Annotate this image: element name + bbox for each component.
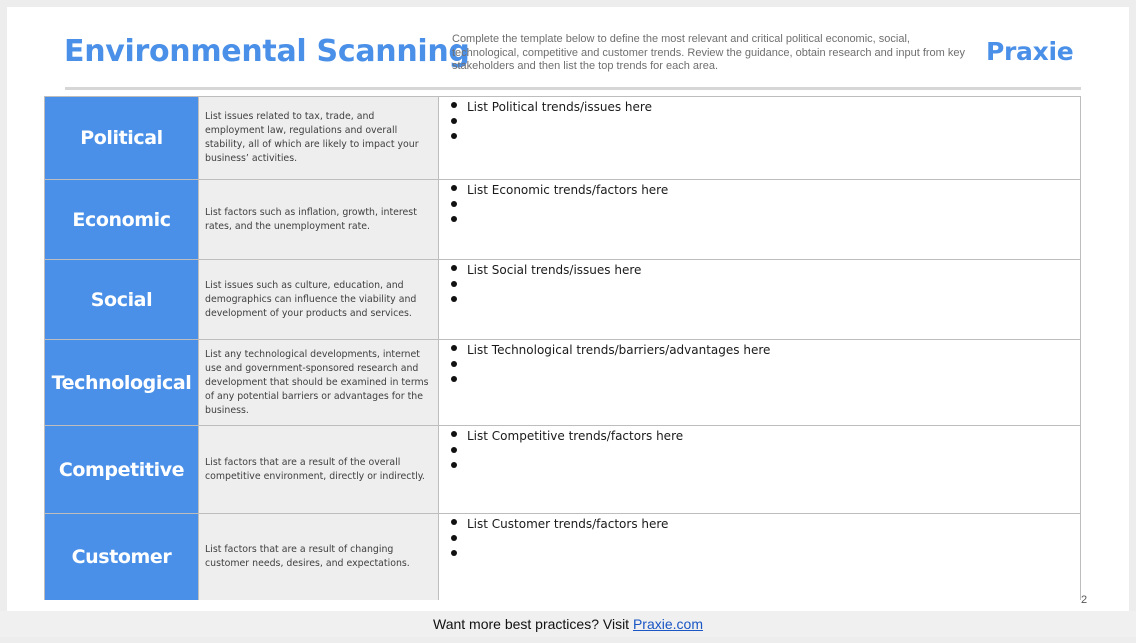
row-label: Economic	[45, 180, 199, 259]
scanning-table	[44, 96, 1081, 600]
row-technological	[45, 340, 1081, 426]
row-label: Competitive	[45, 426, 199, 513]
bullet-icon	[451, 431, 457, 437]
trend-bullet[interactable]	[447, 517, 1080, 533]
trend-input-cell[interactable]	[439, 180, 1081, 259]
trend-bullet[interactable]	[447, 279, 1080, 295]
bullet-icon	[451, 462, 457, 468]
trend-text: List Economic trends/factors here	[467, 183, 669, 197]
trend-input-cell[interactable]	[439, 514, 1081, 600]
bullet-icon	[451, 133, 457, 139]
footer-text: Want more best practices? Visit	[433, 616, 633, 632]
trend-bullet[interactable]	[447, 359, 1080, 375]
row-guidance: List issues such as culture, education, and demographics can influence the viability and development of your products and services.	[199, 260, 439, 339]
bullet-icon	[451, 345, 457, 351]
bullet-icon	[451, 361, 457, 367]
bullet-icon	[451, 185, 457, 191]
praxie-link[interactable]: Praxie.com	[632, 616, 703, 632]
intro-text: Complete the template below to define the most relevant and critical political economic, social, technological, competitive and customer trends. Review the guidance, obtain research and input from key stakeholders and then list the top trends for each area.	[452, 33, 966, 72]
row-political	[45, 96, 1081, 180]
trend-bullet[interactable]	[447, 116, 1080, 132]
trend-bullet[interactable]	[447, 294, 1080, 310]
trend-text: List Customer trends/factors here	[467, 517, 669, 531]
trend-bullet[interactable]	[447, 460, 1080, 476]
trend-text: List Social trends/issues here	[467, 263, 642, 277]
row-guidance: List factors such as inflation, growth, interest rates, and the unemployment rate.	[199, 180, 439, 259]
trend-input-cell[interactable]	[439, 260, 1081, 339]
praxie-logo: Praxie	[986, 37, 1074, 66]
bullet-icon	[451, 201, 457, 207]
trend-bullet[interactable]	[447, 100, 1080, 116]
trend-input-cell[interactable]	[439, 426, 1081, 513]
trend-text: List Competitive trends/factors here	[467, 429, 684, 443]
bullet-icon	[451, 216, 457, 222]
trend-bullet[interactable]	[447, 183, 1080, 199]
row-guidance: List factors that are a result of the overall competitive environment, directly or indirectly.	[199, 426, 439, 513]
bullet-icon	[451, 265, 457, 271]
trend-bullet[interactable]	[447, 263, 1080, 279]
bullet-icon	[451, 118, 457, 124]
trend-bullet[interactable]	[447, 199, 1080, 215]
trend-bullet[interactable]	[447, 445, 1080, 461]
trend-text: List Political trends/issues here	[467, 100, 652, 114]
row-label: Technological	[45, 340, 199, 425]
trend-input-cell[interactable]	[439, 97, 1081, 179]
bullet-icon	[451, 550, 457, 556]
slide	[7, 7, 1129, 611]
bullet-icon	[451, 447, 457, 453]
row-guidance: List any technological developments, internet use and government-sponsored research and development that should be examined in terms of any potential barriers or advantages for the business.	[199, 340, 439, 425]
row-competitive	[45, 426, 1081, 514]
page-title: Environmental Scanning	[64, 34, 470, 69]
footer-bar	[0, 611, 1136, 637]
row-guidance: List issues related to tax, trade, and employment law, regulations and overall stability, all of which are likely to impact your business’ activities.	[199, 97, 439, 179]
row-guidance: List factors that are a result of changing customer needs, desires, and expectations.	[199, 514, 439, 600]
trend-bullet[interactable]	[447, 533, 1080, 549]
row-economic	[45, 180, 1081, 260]
row-social	[45, 260, 1081, 340]
trend-bullet[interactable]	[447, 429, 1080, 445]
row-label: Social	[45, 260, 199, 339]
trend-bullet[interactable]	[447, 548, 1080, 564]
header-divider	[65, 87, 1081, 90]
row-label: Political	[45, 97, 199, 179]
bullet-icon	[451, 296, 457, 302]
row-label: Customer	[45, 514, 199, 600]
trend-bullet[interactable]	[447, 214, 1080, 230]
page-number: 2	[1081, 594, 1088, 606]
bullet-icon	[451, 519, 457, 525]
row-customer	[45, 514, 1081, 600]
bullet-icon	[451, 102, 457, 108]
trend-text: List Technological trends/barriers/advantages here	[467, 343, 771, 357]
bullet-icon	[451, 376, 457, 382]
bullet-icon	[451, 281, 457, 287]
bullet-icon	[451, 535, 457, 541]
trend-bullet[interactable]	[447, 343, 1080, 359]
trend-input-cell[interactable]	[439, 340, 1081, 425]
trend-bullet[interactable]	[447, 131, 1080, 147]
trend-bullet[interactable]	[447, 374, 1080, 390]
